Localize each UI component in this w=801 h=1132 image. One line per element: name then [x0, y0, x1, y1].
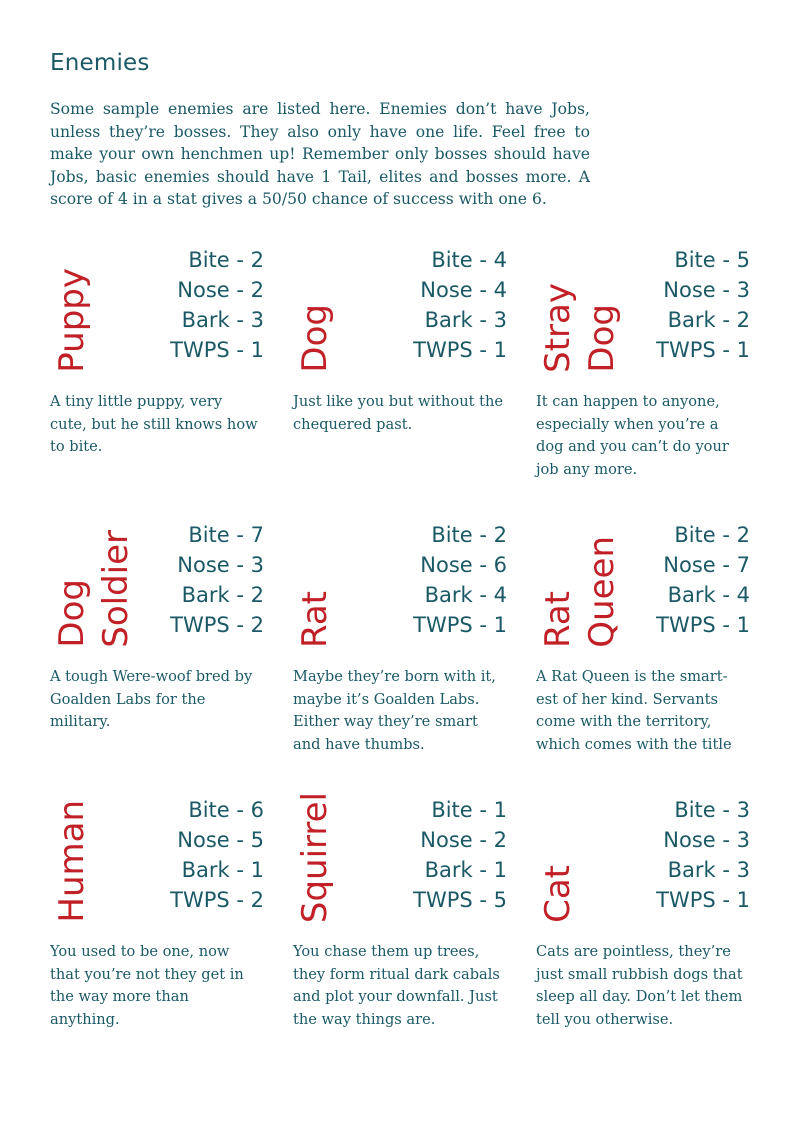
enemy-name — [293, 791, 395, 923]
stat-line: Nose - 2 — [177, 278, 264, 302]
enemy-description: You chase them up trees, they form ritual dark cabals and plot your downfall. Just the way things are. — [293, 943, 500, 1028]
enemy-card — [50, 520, 280, 790]
enemy-name-line: Dog — [52, 579, 92, 648]
enemy-card — [293, 245, 523, 515]
stat-line: TWPS - 5 — [413, 888, 507, 912]
enemy-card — [536, 795, 766, 1065]
enemy-description: Maybe they’re born with it, maybe it’s Goalden Labs. Either way they’re smart and have thumbs. — [293, 668, 496, 753]
stat-line: TWPS - 2 — [170, 888, 264, 912]
stat-line: Nose - 7 — [663, 553, 750, 577]
enemy-card — [536, 245, 766, 515]
enemy-stats — [656, 245, 750, 365]
enemy-stats — [413, 795, 507, 915]
enemy-description: A tough Were-woof bred by Goalden Labs for the military. — [50, 668, 253, 730]
stat-line: Bark - 3 — [667, 858, 750, 882]
enemy-description: A Rat Queen is the smart-est of her kind. Servants come with the territory, which comes with the title — [536, 668, 732, 753]
enemy-name-line: Dog — [582, 304, 622, 373]
enemy-stats — [413, 520, 507, 640]
enemy-name — [536, 795, 638, 923]
enemy-name-line: Dog — [295, 304, 335, 373]
stat-line: Bite - 4 — [431, 248, 507, 272]
stat-line: Bark - 2 — [667, 308, 750, 332]
enemy-card — [50, 795, 280, 1065]
stat-line: Nose - 3 — [663, 278, 750, 302]
enemy-name — [293, 520, 395, 648]
enemy-card — [293, 520, 523, 790]
stat-line: Bite - 2 — [431, 523, 507, 547]
stat-line: TWPS - 1 — [170, 338, 264, 362]
stat-line: Nose - 2 — [420, 828, 507, 852]
enemy-name-line: Cat — [538, 865, 578, 923]
enemy-name — [293, 245, 395, 373]
enemy-stats — [656, 795, 750, 915]
enemy-name-line: Rat — [538, 590, 578, 648]
stat-line: Bark - 1 — [181, 858, 264, 882]
stat-line: Bark - 4 — [667, 583, 750, 607]
enemy-name-line: Rat — [295, 590, 335, 648]
stat-line: Bite - 7 — [188, 523, 264, 547]
stat-line: Nose - 3 — [177, 553, 264, 577]
enemy-description: It can happen to anyone, especially when you’re a dog and you can’t do your job any more. — [536, 393, 729, 478]
enemy-stats — [170, 245, 264, 365]
stat-line: Bite - 5 — [674, 248, 750, 272]
stat-line: Bark - 3 — [424, 308, 507, 332]
enemy-name-line: Squirrel — [295, 791, 335, 923]
enemy-stats — [413, 245, 507, 365]
enemy-name-line: Soldier — [96, 530, 136, 648]
stat-line: TWPS - 1 — [656, 613, 750, 637]
enemy-name-line: Queen — [582, 536, 622, 648]
stat-line: Bark - 3 — [181, 308, 264, 332]
stat-line: Bite - 1 — [431, 798, 507, 822]
enemy-stats — [170, 795, 264, 915]
enemy-name — [536, 245, 638, 373]
enemy-name — [50, 520, 152, 648]
enemy-description: Cats are pointless, they’re just small rubbish dogs that sleep all day. Don’t let them tell you otherwise. — [536, 943, 743, 1028]
stat-line: Nose - 3 — [663, 828, 750, 852]
stat-line: TWPS - 1 — [413, 338, 507, 362]
stat-line: Bark - 1 — [424, 858, 507, 882]
stat-line: Nose - 6 — [420, 553, 507, 577]
stat-line: Nose - 5 — [177, 828, 264, 852]
enemy-card — [293, 791, 523, 1065]
page-title: Enemies — [50, 50, 150, 76]
enemy-card — [536, 520, 766, 790]
enemy-name — [50, 245, 152, 373]
stat-line: TWPS - 1 — [413, 613, 507, 637]
enemy-description: You used to be one, now that you’re not they get in the way more than anything. — [50, 943, 244, 1028]
enemy-description: A tiny little puppy, very cute, but he still knows how to bite. — [50, 393, 258, 455]
enemy-name — [50, 795, 152, 923]
stat-line: TWPS - 2 — [170, 613, 264, 637]
stat-line: TWPS - 1 — [656, 338, 750, 362]
enemy-description: Just like you but without the chequered past. — [293, 393, 504, 433]
intro-paragraph: Some sample enemies are listed here. Enemies don’t have Jobs, unless they’re bosses. They also only have one life. Feel free to make your own henchmen up! Remember only bosses should have Jobs, basic enemies should have 1 Tail, elites and bosses more. A score of 4 in a stat gives a 50/50 chance of success with one 6. — [50, 100, 590, 208]
stat-line: TWPS - 1 — [656, 888, 750, 912]
enemy-card — [50, 245, 280, 515]
enemy-name-line: Human — [52, 800, 92, 923]
stat-line: Bark - 4 — [424, 583, 507, 607]
stat-line: Bite - 2 — [674, 523, 750, 547]
stat-line: Nose - 4 — [420, 278, 507, 302]
stat-line: Bite - 2 — [188, 248, 264, 272]
stat-line: Bite - 6 — [188, 798, 264, 822]
enemy-stats — [170, 520, 264, 640]
stat-line: Bark - 2 — [181, 583, 264, 607]
enemy-stats — [656, 520, 750, 640]
enemy-name-line: Puppy — [52, 268, 92, 373]
enemy-name-line: Stray — [538, 283, 578, 373]
stat-line: Bite - 3 — [674, 798, 750, 822]
enemy-name — [536, 520, 638, 648]
